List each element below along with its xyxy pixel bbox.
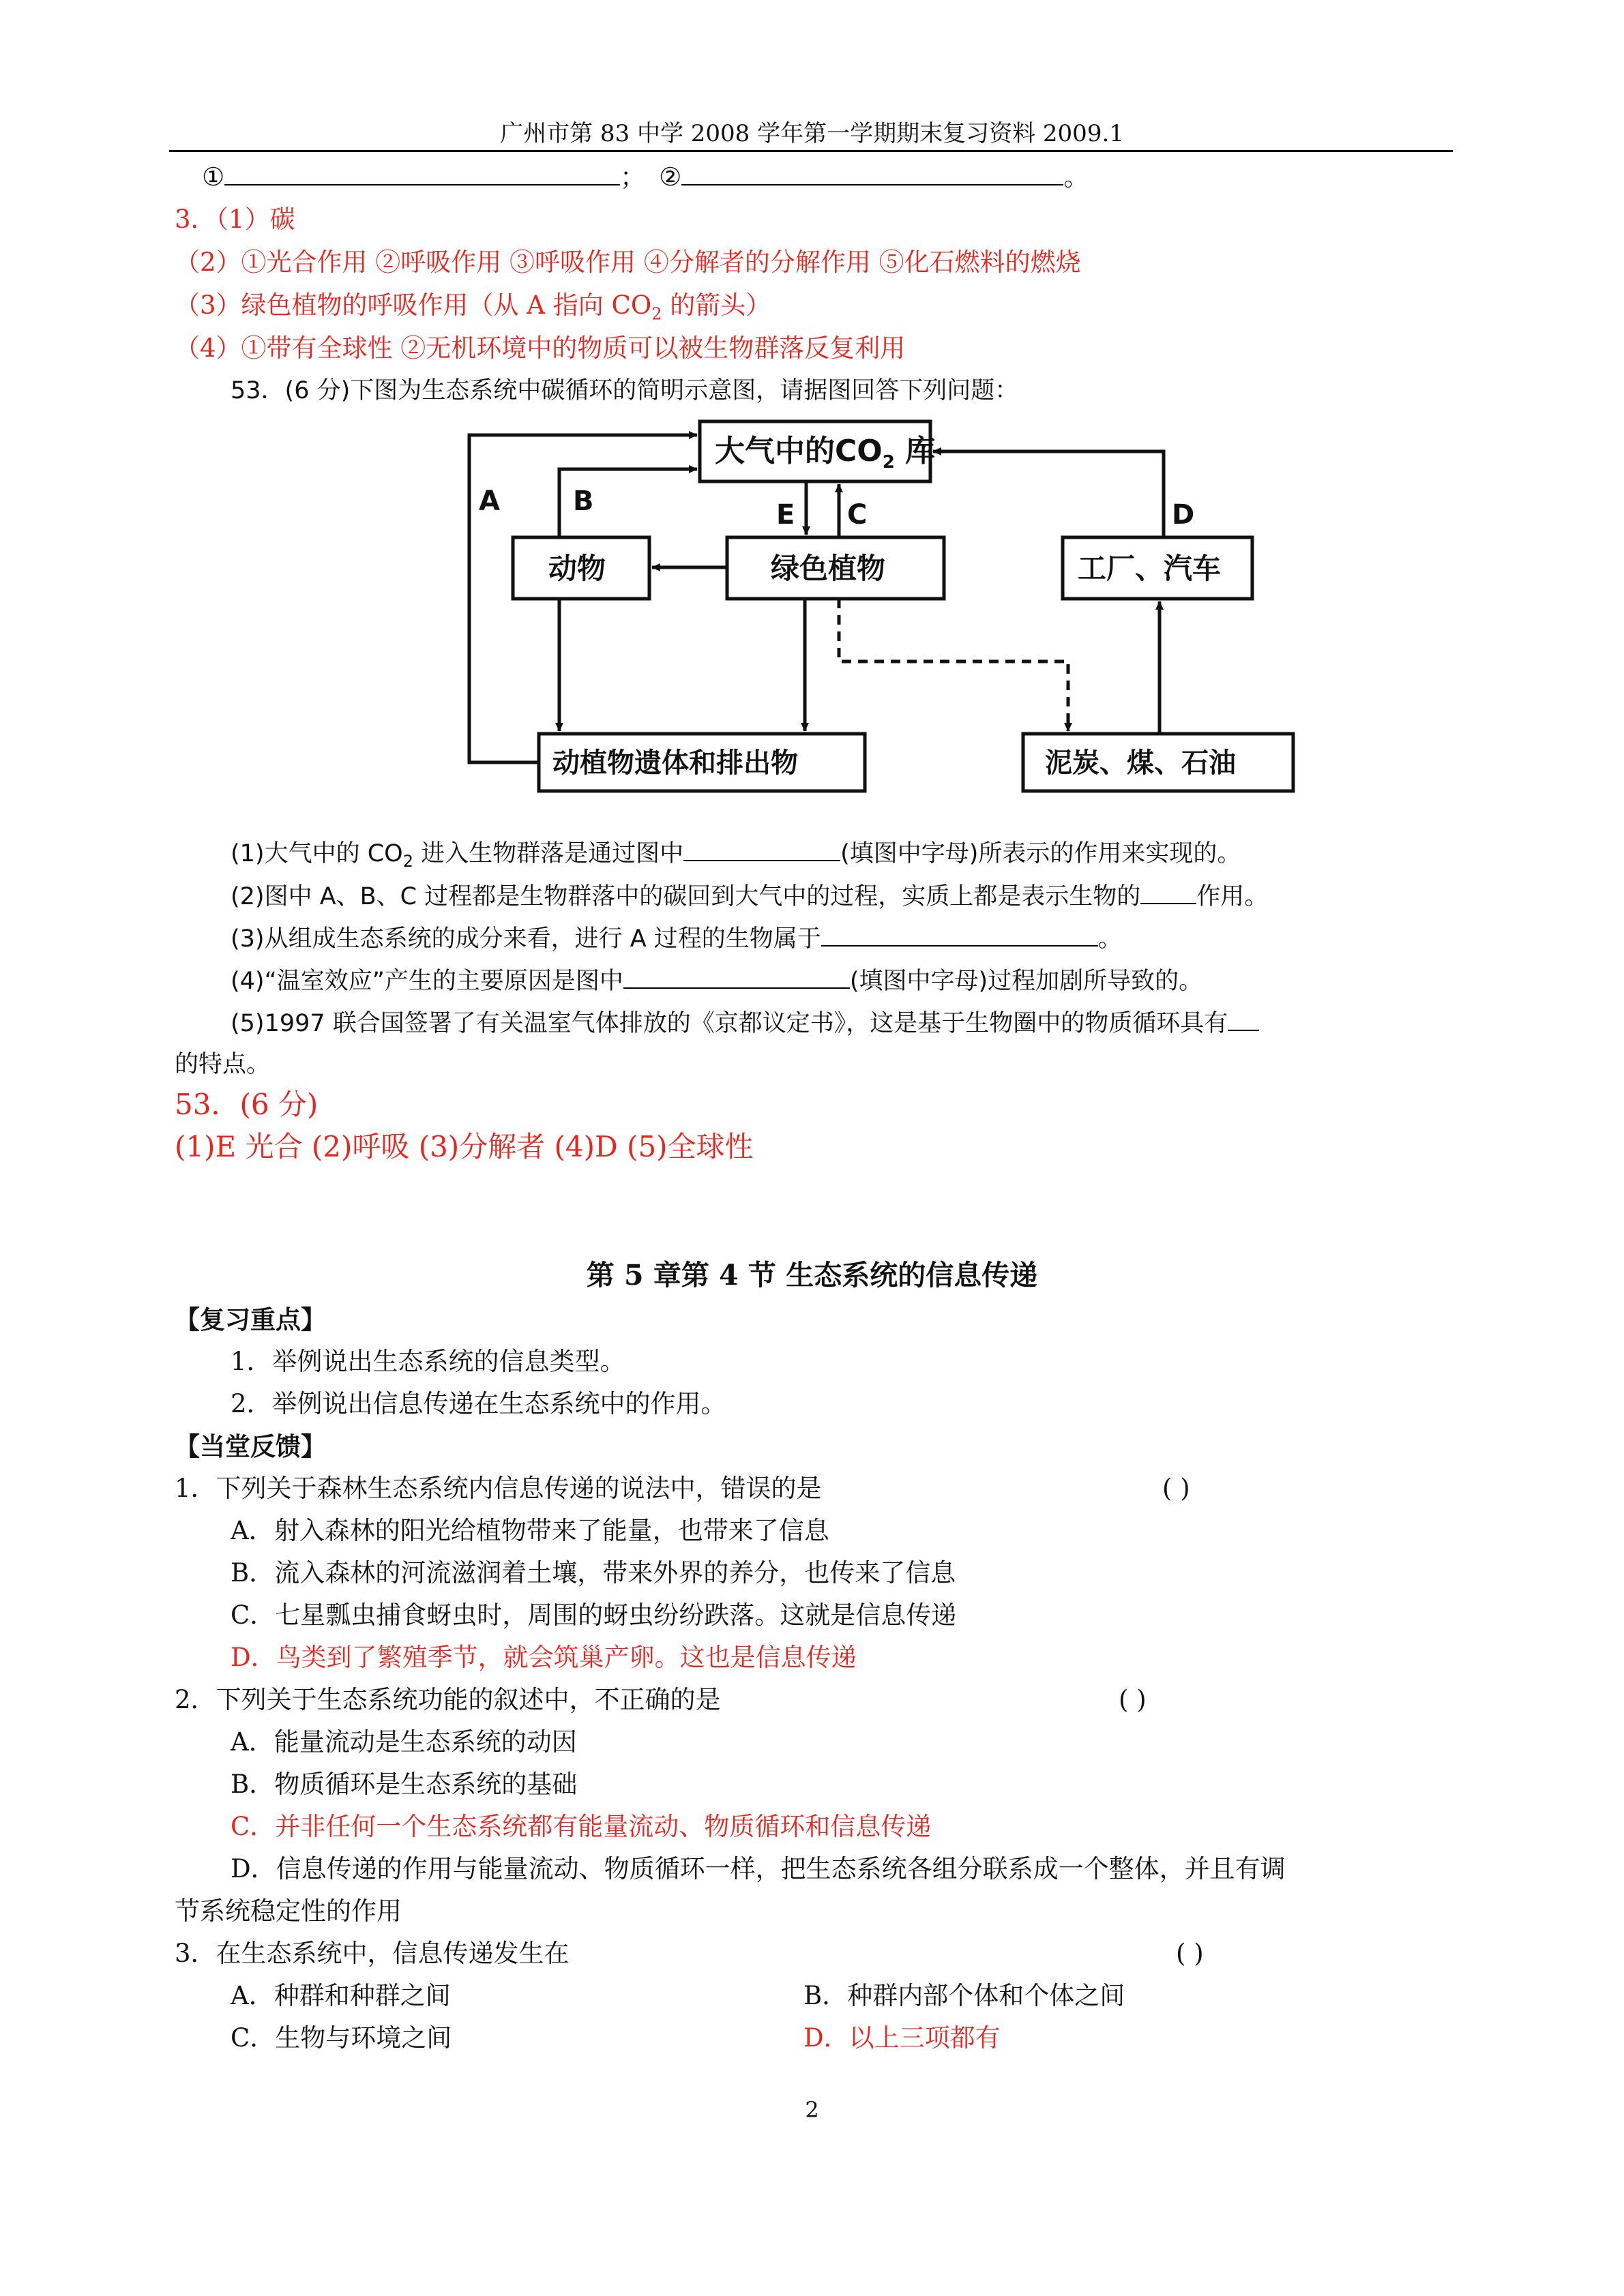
section-title: 第 5 章第 4 节 生态系统的信息传递 [586,1259,1038,1292]
q53-sub2-blank[interactable] [1140,878,1196,904]
q53-sub3-a: (3)从组成生态系统的成分来看，进行 A 过程的生物属于 [231,925,821,953]
q2-option-c: C．并非任何一个生态系统都有能量流动、物质循环和信息传递 [231,1812,932,1841]
page-number: 2 [805,2097,819,2123]
q53-sub1-c: (填图中字母)所表示的作用来实现的。 [840,840,1241,867]
q53-sub4-a: (4)“温室效应”产生的主要原因是图中 [231,968,623,995]
q53-sub3 [231,921,1122,956]
blank-1[interactable] [224,160,620,185]
blank-end: 。 [1063,162,1089,192]
q53-sub2 [231,878,1268,914]
label-fossil: 泥炭、煤、石油 [1045,747,1236,779]
q53-answer-title: 53．(6 分) [175,1088,319,1121]
label-E: E [776,499,795,531]
review-item-2: 2．举例说出信息传递在生态系统中的作用。 [231,1389,726,1418]
q3-option-c: C．生物与环境之间 [231,2023,452,2053]
q2-answer-paren[interactable]: ( ) [1119,1685,1147,1714]
q1-option-b: B．流入森林的河流滋润着土壤，带来外界的养分，也传来了信息 [231,1558,956,1587]
q1-stem: 1．下列关于森林生态系统内信息传递的说法中，错误的是 [175,1474,822,1503]
q53-sub1-sub: 2 [402,852,413,871]
label-A: A [479,486,500,517]
label-C: C [847,499,868,531]
q3-option-a: A．种群和种群之间 [231,1981,451,2010]
prev-blank-line [202,160,1089,194]
label-atmosphere: 大气中的$CO_2$ 库 [715,434,936,473]
label-remains: 动植物遗体和排出物 [552,747,798,779]
q1-answer-paren[interactable]: ( ) [1162,1474,1190,1503]
q53-sub3-blank[interactable] [821,921,1098,946]
carbon-cycle-diagram [450,409,1310,798]
q53-answer: (1)E 光合 (2)呼吸 (3)分解者 (4)D (5)全球性 [175,1130,754,1163]
q53-sub4-b: (填图中字母)过程加剧所导致的。 [849,968,1203,995]
header-rule [169,150,1453,152]
feedback-heading: 【当堂反馈】 [175,1431,326,1461]
label-factory: 工厂、汽车 [1078,552,1222,585]
q53-sub5-cont: 的特点。 [175,1051,271,1078]
q3-option-b: B．种群内部个体和个体之间 [803,1981,1125,2010]
q53-sub2-a: (2)图中 A、B、C 过程都是生物群落中的碳回到大气中的过程，实质上都是表示生物的 [231,883,1141,910]
q1-option-a: A．射入森林的阳光给植物带来了能量，也带来了信息 [231,1516,829,1545]
q53-sub3-b: 。 [1097,925,1122,953]
answer3-line3 [175,288,771,331]
page-header: 广州市第 83 中学 2008 学年第一学期期末复习资料 2009.1 [500,120,1124,147]
review-heading: 【复习重点】 [175,1304,326,1335]
blank-mark-2: ② [659,162,682,192]
q2-option-b: B．物质循环是生态系统的基础 [231,1770,578,1799]
blank-sep: ； [620,162,646,192]
answer3-line1: 3．（1）碳 [175,205,295,234]
q53-stem: 53．(6 分)下图为生态系统中碳循环的简明示意图，请据图回答下列问题： [231,377,1019,404]
q53-sub1 [231,835,1241,878]
q53-sub5-blank[interactable] [1228,1005,1259,1031]
answer3-line2: （2）①光合作用 ②呼吸作用 ③呼吸作用 ④分解者的分解作用 ⑤化石燃料的燃烧 [175,248,1081,277]
q53-sub5 [231,1005,1259,1041]
answer3-line3-a: （3）绿色植物的呼吸作用（从 A 指向 CO [175,290,652,320]
label-plants: 绿色植物 [771,552,886,585]
q2-option-d: D．信息传递的作用与能量流动、物质循环一样，把生态系统各组分联系成一个整体，并且有调 [231,1854,1286,1883]
blank-mark-1: ① [202,162,225,192]
q53-sub5-a: (5)1997 联合国签署了有关温室气体排放的《京都议定书》，这是基于生物圈中的物质循环具有 [231,1010,1228,1037]
q53-sub2-b: 作用。 [1196,883,1269,910]
q53-sub1-a: (1)大气中的 CO [231,840,403,867]
q2-stem: 2．下列关于生态系统功能的叙述中，不正确的是 [175,1685,721,1714]
answer3-line3-b: 的箭头） [662,290,771,320]
q3-stem: 3．在生态系统中，信息传递发生在 [175,1939,570,1968]
q1-option-c: C．七星瓢虫捕食蚜虫时，周围的蚜虫纷纷跌落。这就是信息传递 [231,1600,957,1630]
answer3-line4: （4）①带有全球性 ②无机环境中的物质可以被生物群落反复利用 [175,333,906,363]
label-animals: 动物 [548,552,606,585]
q53-sub1-b: 进入生物群落是通过图中 [413,840,684,867]
q53-sub4 [231,963,1202,998]
q2-option-a: A．能量流动是生态系统的动因 [231,1727,577,1757]
q53-sub4-blank[interactable] [623,963,850,989]
q1-option-d: D．鸟类到了繁殖季节，就会筑巢产卵。这也是信息传递 [231,1643,857,1672]
label-D: D [1172,499,1195,531]
label-B: B [573,486,594,517]
arrow-plants-fossil [839,599,1068,731]
answer3-line3-sub: 2 [651,304,662,324]
q2-option-d-cont: 节系统稳定性的作用 [175,1896,402,1926]
q53-sub1-blank[interactable] [683,835,840,861]
q3-answer-paren[interactable]: ( ) [1176,1939,1204,1968]
review-item-1: 1．举例说出生态系统的信息类型。 [231,1347,625,1376]
arrow-D [933,451,1164,537]
q3-option-d: D．以上三项都有 [803,2023,1001,2053]
blank-2[interactable] [681,160,1063,185]
